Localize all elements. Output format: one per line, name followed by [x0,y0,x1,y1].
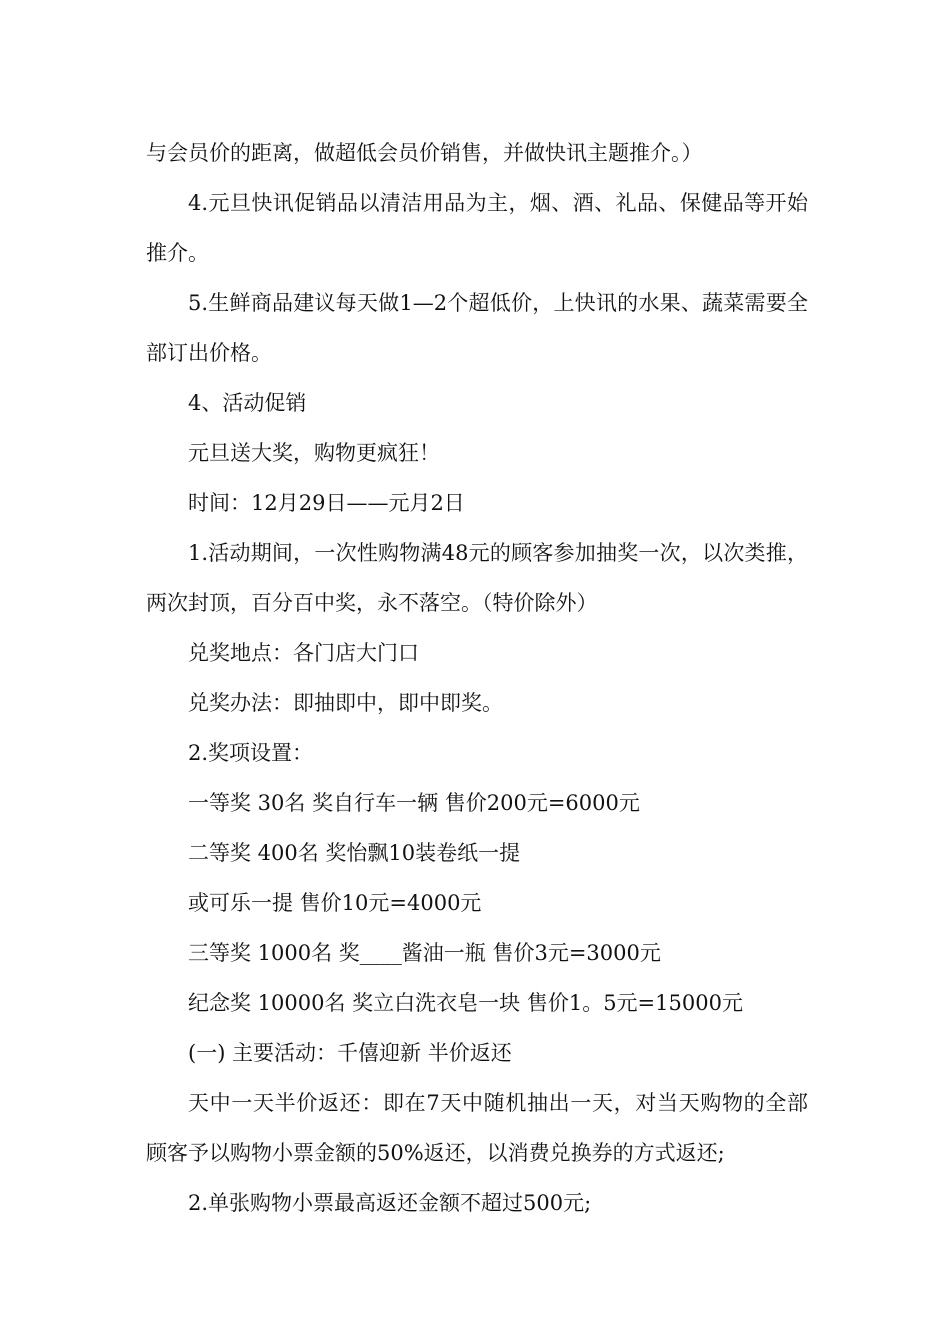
paragraph: 4.元旦快讯促销品以清洁用品为主，烟、酒、礼品、保健品等开始推介。 [146,191,808,265]
paragraph: 2.奖项设置： [188,741,314,765]
prize-line: 三等奖 1000名 奖____酱油一瓶 售价3元=3000元 [188,941,661,965]
prize-line: 二等奖 400名 奖怡飘10装卷纸一提 [188,841,521,865]
section-heading: 4、活动促销 [188,391,307,415]
paragraph: 1.活动期间，一次性购物满48元的顾客参加抽奖一次，以次类推，两次封顶，百分百中奖，永不落空。（特价除外） [146,541,808,615]
paragraph: 兑奖办法：即抽即中，即中即奖。 [188,691,503,715]
paragraph: 兑奖地点：各门店大门口 [188,641,419,665]
paragraph: 2.单张购物小票最高返还金额不超过500元; [188,1191,592,1215]
paragraph: 与会员价的距离，做超低会员价销售，并做快讯主题推介。） [146,141,703,165]
paragraph: 天中一天半价返还：即在7天中随机抽出一天，对当天购物的全部顾客予以购物小票金额的50%返还，以消费兑换券的方式返还; [146,1091,808,1165]
prize-line: 一等奖 30名 奖自行车一辆 售价200元=6000元 [188,791,640,815]
prize-line: 纪念奖 10000名 奖立白洗衣皂一块 售价1。5元=15000元 [188,991,743,1015]
paragraph: (一) 主要活动：千僖迎新 半价返还 [188,1041,512,1065]
document-body [146,128,808,1228]
paragraph: 5.生鲜商品建议每天做1—2个超低价，上快讯的水果、蔬菜需要全部订出价格。 [146,291,808,365]
paragraph: 时间：12月29日——元月2日 [188,491,465,515]
paragraph: 元旦送大奖，购物更疯狂！ [188,441,440,465]
prize-line: 或可乐一提 售价10元=4000元 [188,891,482,915]
